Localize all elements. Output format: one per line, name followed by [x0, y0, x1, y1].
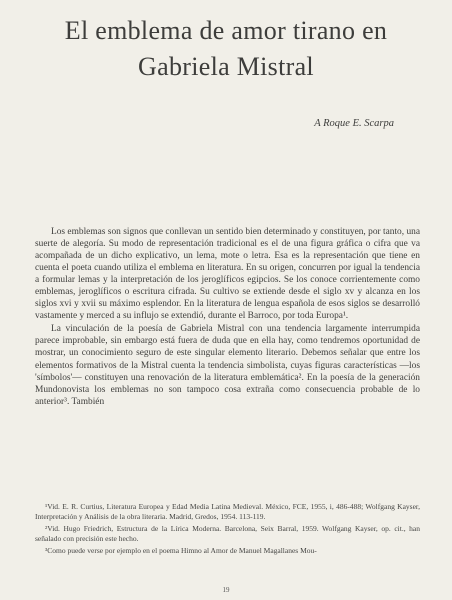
author-byline: A Roque E. Scarpa: [314, 118, 394, 129]
page-number: 19: [222, 586, 230, 594]
footnote-2: ²Vid. Hugo Friedrich, Estructura de la Lírica Moderna. Barcelona, Seix Barral, 1959. Wolfgang Kayser, op. cit., han señalado con precisión este hecho.: [35, 524, 420, 543]
paragraph-1: Los emblemas son signos que conllevan un sentido bien determinado y constituyen, por tanto, una suerte de alegoría. Su modo de representación tradicional es el de una figura gráfica o cifra que va acompañada de un dicho explicativo, un lema, mote o letra. Esa es la representación que tiene en cuenta el poeta cuando utiliza el emblema en literatura. En su origen, concurren por igual la tendencia a formular lemas y la interpretación de los jeroglíficos egipcios. Se los conoce corrientemente como emblemas, jeroglíficos o escritura cifrada. Su cultivo se extiende desde el siglo xv y alcanza en los siglos xvi y xvii su máximo esplendor. En la literatura de lengua española de esos siglos se desarrolló vastamente y merced a su influjo se extendió, durante el Barroco, por toda Europa¹.: [35, 227, 420, 322]
paragraph-2: La vinculación de la poesía de Gabriela Mistral con una tendencia largamente interrumpida parece improbable, sin embargo está fuera de duda que en ella hay, como tendremos oportunidad de mostrar, un conocimiento seguro de este singular elemento literario. Debemos señalar que entre los elementos formativos de la Mistral cuenta la tendencia simbolista, cuyas figuras características —los 'símbolos'— constituyen una renovación de la literatura emblemática². En la poesía de la generación Mundonovista los emblemas no son tampoco cosa extraña como consecuencia probable de lo anterior³. También: [35, 324, 420, 407]
article-title-line-1: El emblema de amor tirano en: [64, 16, 388, 45]
footnote-3: ³Como puede verse por ejemplo en el poema Himno al Amor de Manuel Magallanes Mou-: [45, 546, 317, 555]
footnote-1: ¹Vid. E. R. Curtius, Literatura Europea y Edad Media Latina Medieval. México, FCE, 1955, i, 486-488; Wolfgang Kayser, Interpretación y Análisis de la obra literaria. Madrid, Gredos, 1954. 113-119.: [35, 502, 420, 521]
article-title-line-2: Gabriela Mistral: [138, 52, 314, 81]
footnotes: [35, 502, 420, 558]
article-body: [35, 226, 420, 408]
